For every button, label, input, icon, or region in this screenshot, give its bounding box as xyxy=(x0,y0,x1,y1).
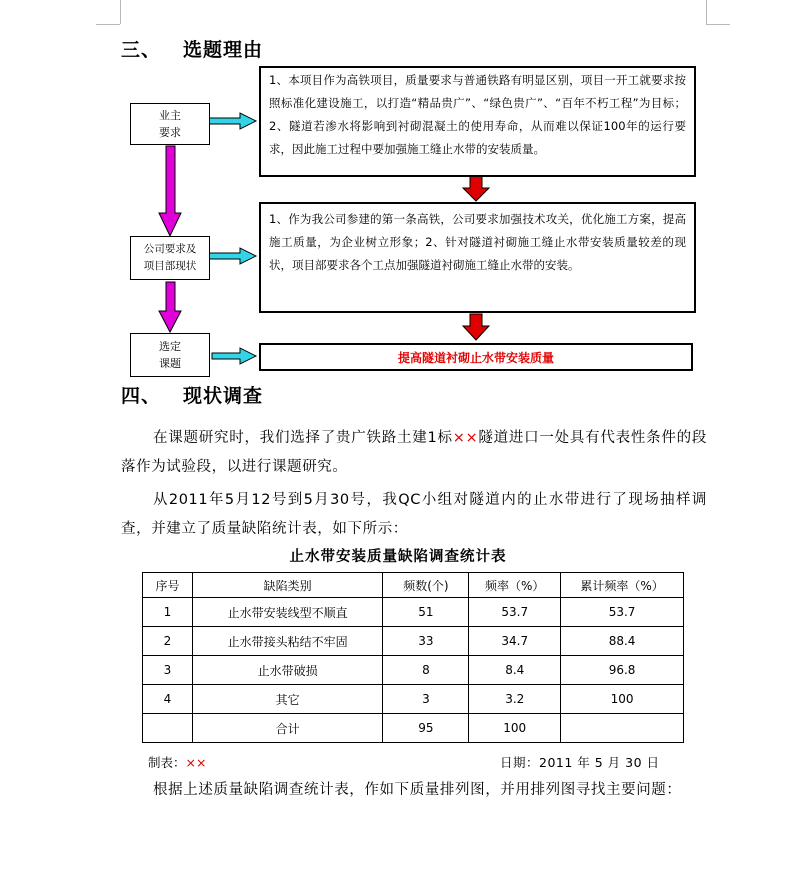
table-header-row xyxy=(143,573,684,598)
box-label: 业主 xyxy=(159,109,181,122)
table-cell: 8 xyxy=(383,656,469,685)
paragraph-2: 从2011年5月12号到5月30号，我QC小组对隧道内的止水带进行了现场抽样调查，并建立了质量缺陷统计表，如下所示： xyxy=(121,492,707,537)
table-maker xyxy=(148,753,206,771)
box-label: 项目部现状 xyxy=(143,260,197,272)
subject-box xyxy=(259,343,693,371)
table-cell: 33 xyxy=(383,627,469,656)
table-row xyxy=(143,598,684,627)
box-label: 公司要求及 xyxy=(143,243,197,255)
section-heading-4 xyxy=(121,381,263,408)
table-cell: 1 xyxy=(143,598,193,627)
down-arrow xyxy=(159,146,181,236)
column-header: 累计频率（%） xyxy=(561,573,684,598)
table-cell: 51 xyxy=(383,598,469,627)
column-header: 频率（%） xyxy=(469,573,561,598)
masked-name: ×× xyxy=(185,755,207,770)
down-arrow xyxy=(159,282,181,332)
reason-box-2 xyxy=(259,202,696,313)
masked-name: ×× xyxy=(452,430,479,446)
table-cell: 88.4 xyxy=(561,627,684,656)
red-arrow xyxy=(463,314,489,340)
table-cell: 3 xyxy=(143,656,193,685)
section-title: 现状调查 xyxy=(183,385,264,407)
table-cell: 止水带接头粘结不牢固 xyxy=(192,627,383,656)
column-header: 缺陷类别 xyxy=(192,573,383,598)
table-row xyxy=(143,656,684,685)
maker-label: 制表： xyxy=(148,755,186,770)
table-cell: 3.2 xyxy=(469,685,561,714)
text-run: 隧道进口一处具有代表性条件的段落作为试验段，以进行课题研究。 xyxy=(121,430,707,475)
table-cell xyxy=(561,714,684,743)
table-cell: 4 xyxy=(143,685,193,714)
flow-box-subject xyxy=(130,333,210,377)
section-title: 选题理由 xyxy=(183,39,264,61)
red-arrow xyxy=(463,176,489,201)
table-title: 止水带安装质量缺陷调查统计表 xyxy=(289,549,507,565)
reason-text: 1、作为我公司参建的第一条高铁，公司要求加强技术攻关，优化施工方案，提高施工质量，为企业树立形象；2、针对隧道衬砌施工缝止水带安装质量较差的现状，项目部要求各个工点加强隧道衬砌施工缝止水带的安装。 xyxy=(269,212,686,272)
table-cell: 止水带安装线型不顺直 xyxy=(192,598,383,627)
paragraph-1 xyxy=(121,424,707,482)
box-label: 课题 xyxy=(159,357,181,370)
section-number: 三、 xyxy=(121,39,162,61)
table-cell: 8.4 xyxy=(469,656,561,685)
table-total-row xyxy=(143,714,684,743)
column-header: 频数(个) xyxy=(383,573,469,598)
table-cell: 止水带破损 xyxy=(192,656,383,685)
column-header: 序号 xyxy=(143,573,193,598)
table-cell: 34.7 xyxy=(469,627,561,656)
table-row xyxy=(143,685,684,714)
section-number: 四、 xyxy=(121,385,162,407)
table-cell: 3 xyxy=(383,685,469,714)
table-cell: 53.7 xyxy=(469,598,561,627)
box-label: 要求 xyxy=(159,126,181,139)
paragraph-3: 根据上述质量缺陷调查统计表，作如下质量排列图，并用排列图寻找主要问题： xyxy=(153,782,682,798)
side-arrow xyxy=(212,348,256,364)
table-cell: 53.7 xyxy=(561,598,684,627)
table-cell: 100 xyxy=(469,714,561,743)
table-cell xyxy=(143,714,193,743)
reason-text: 1、本项目作为高铁项目，质量要求与普通铁路有明显区别，项目一开工就要求按照标准化建设施工，以打造“精品贵广”、“绿色贵广”、“百年不朽工程”为目标；2、隧道若渗水将影响到衬砌混凝土的使用寿命，从而难以保证100年的运行要求，因此施工过程中要加强施工缝止水带的安装质量。 xyxy=(269,73,686,156)
flow-box-owner xyxy=(130,103,210,145)
defect-table xyxy=(142,572,684,743)
text-run: 在课题研究时，我们选择了贵广铁路土建1标 xyxy=(153,430,453,446)
table-cell: 合计 xyxy=(192,714,383,743)
flow-box-company xyxy=(130,236,210,280)
table-cell: 96.8 xyxy=(561,656,684,685)
table-cell: 95 xyxy=(383,714,469,743)
subject-text: 提高隧道衬砌止水带安装质量 xyxy=(397,350,554,365)
table-cell: 2 xyxy=(143,627,193,656)
reason-box-1 xyxy=(259,66,696,177)
table-cell: 其它 xyxy=(192,685,383,714)
table-cell: 100 xyxy=(561,685,684,714)
box-label: 选定 xyxy=(159,340,181,353)
table-date: 日期：2011 年 5 月 30 日 xyxy=(500,755,660,770)
table-row xyxy=(143,627,684,656)
